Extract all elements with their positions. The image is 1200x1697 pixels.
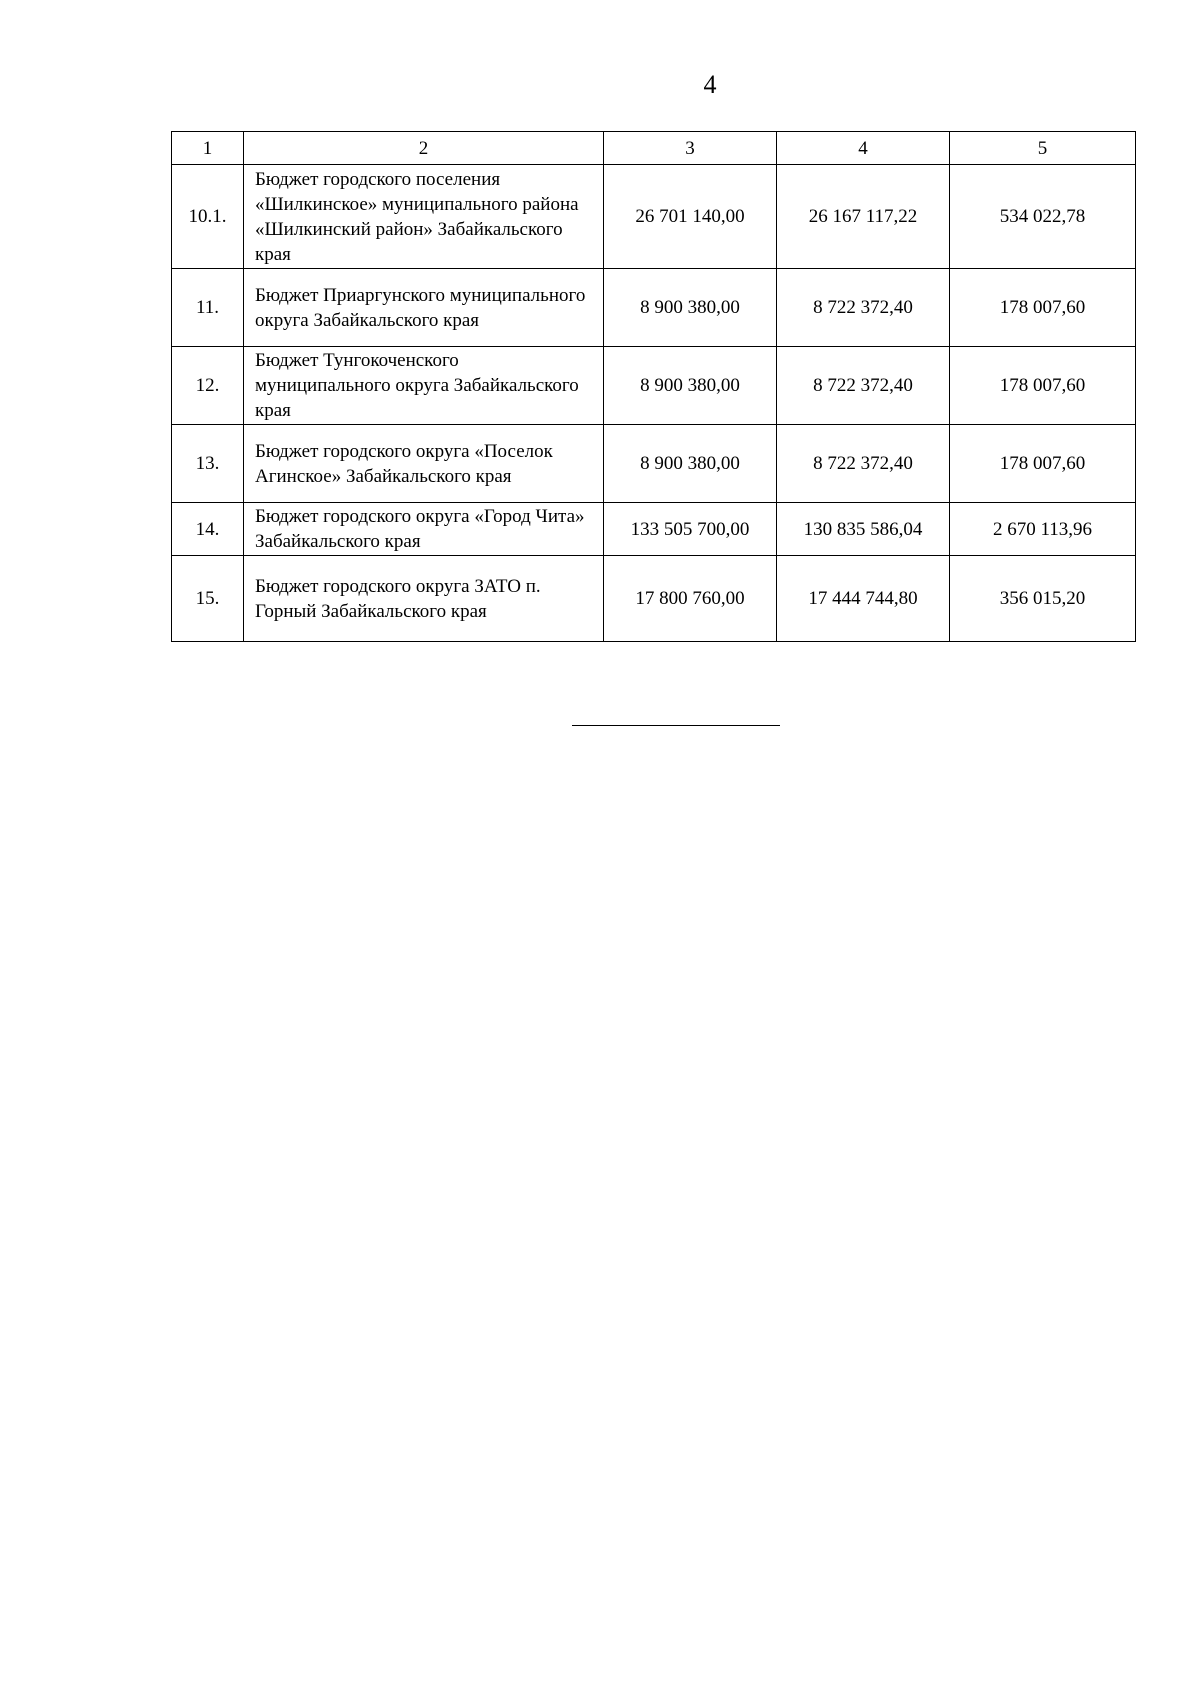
column-header: 5	[950, 132, 1136, 165]
row-number: 13.	[172, 425, 244, 503]
amount-col5: 534 022,78	[950, 165, 1136, 269]
table-row	[172, 556, 1136, 642]
amount-col4: 8 722 372,40	[777, 425, 950, 503]
row-number: 12.	[172, 347, 244, 425]
column-header: 1	[172, 132, 244, 165]
budget-name: Бюджет Тунгокоченского муниципального округа Забайкальского края	[244, 347, 604, 425]
amount-col3: 8 900 380,00	[604, 347, 777, 425]
budget-name: Бюджет городского округа «Город Чита» Забайкальского края	[244, 503, 604, 556]
column-header: 2	[244, 132, 604, 165]
budget-name: Бюджет городского поселения «Шилкинское» муниципального района «Шилкинский район» Забайкальского края	[244, 165, 604, 269]
row-number: 14.	[172, 503, 244, 556]
row-number: 10.1.	[172, 165, 244, 269]
amount-col4: 26 167 117,22	[777, 165, 950, 269]
amount-col3: 133 505 700,00	[604, 503, 777, 556]
amount-col4: 130 835 586,04	[777, 503, 950, 556]
amount-col4: 8 722 372,40	[777, 347, 950, 425]
amount-col5: 2 670 113,96	[950, 503, 1136, 556]
amount-col4: 17 444 744,80	[777, 556, 950, 642]
row-number: 15.	[172, 556, 244, 642]
table-row	[172, 269, 1136, 347]
table-row	[172, 425, 1136, 503]
budget-name: Бюджет Приаргунского муниципального округа Забайкальского края	[244, 269, 604, 347]
table-row	[172, 347, 1136, 425]
amount-col3: 8 900 380,00	[604, 269, 777, 347]
amount-col5: 178 007,60	[950, 269, 1136, 347]
amount-col3: 8 900 380,00	[604, 425, 777, 503]
end-of-document-line	[572, 725, 780, 726]
amount-col5: 178 007,60	[950, 347, 1136, 425]
row-number: 11.	[172, 269, 244, 347]
amount-col3: 26 701 140,00	[604, 165, 777, 269]
table-row	[172, 503, 1136, 556]
table-row	[172, 165, 1136, 269]
budget-distribution-table	[171, 131, 1136, 642]
amount-col5: 178 007,60	[950, 425, 1136, 503]
budget-name: Бюджет городского округа «Поселок Агинское» Забайкальского края	[244, 425, 604, 503]
page-number: 4	[703, 70, 717, 99]
amount-col3: 17 800 760,00	[604, 556, 777, 642]
budget-name: Бюджет городского округа ЗАТО п. Горный Забайкальского края	[244, 556, 604, 642]
amount-col5: 356 015,20	[950, 556, 1136, 642]
amount-col4: 8 722 372,40	[777, 269, 950, 347]
table-header-row	[172, 132, 1136, 165]
column-header: 4	[777, 132, 950, 165]
column-header: 3	[604, 132, 777, 165]
